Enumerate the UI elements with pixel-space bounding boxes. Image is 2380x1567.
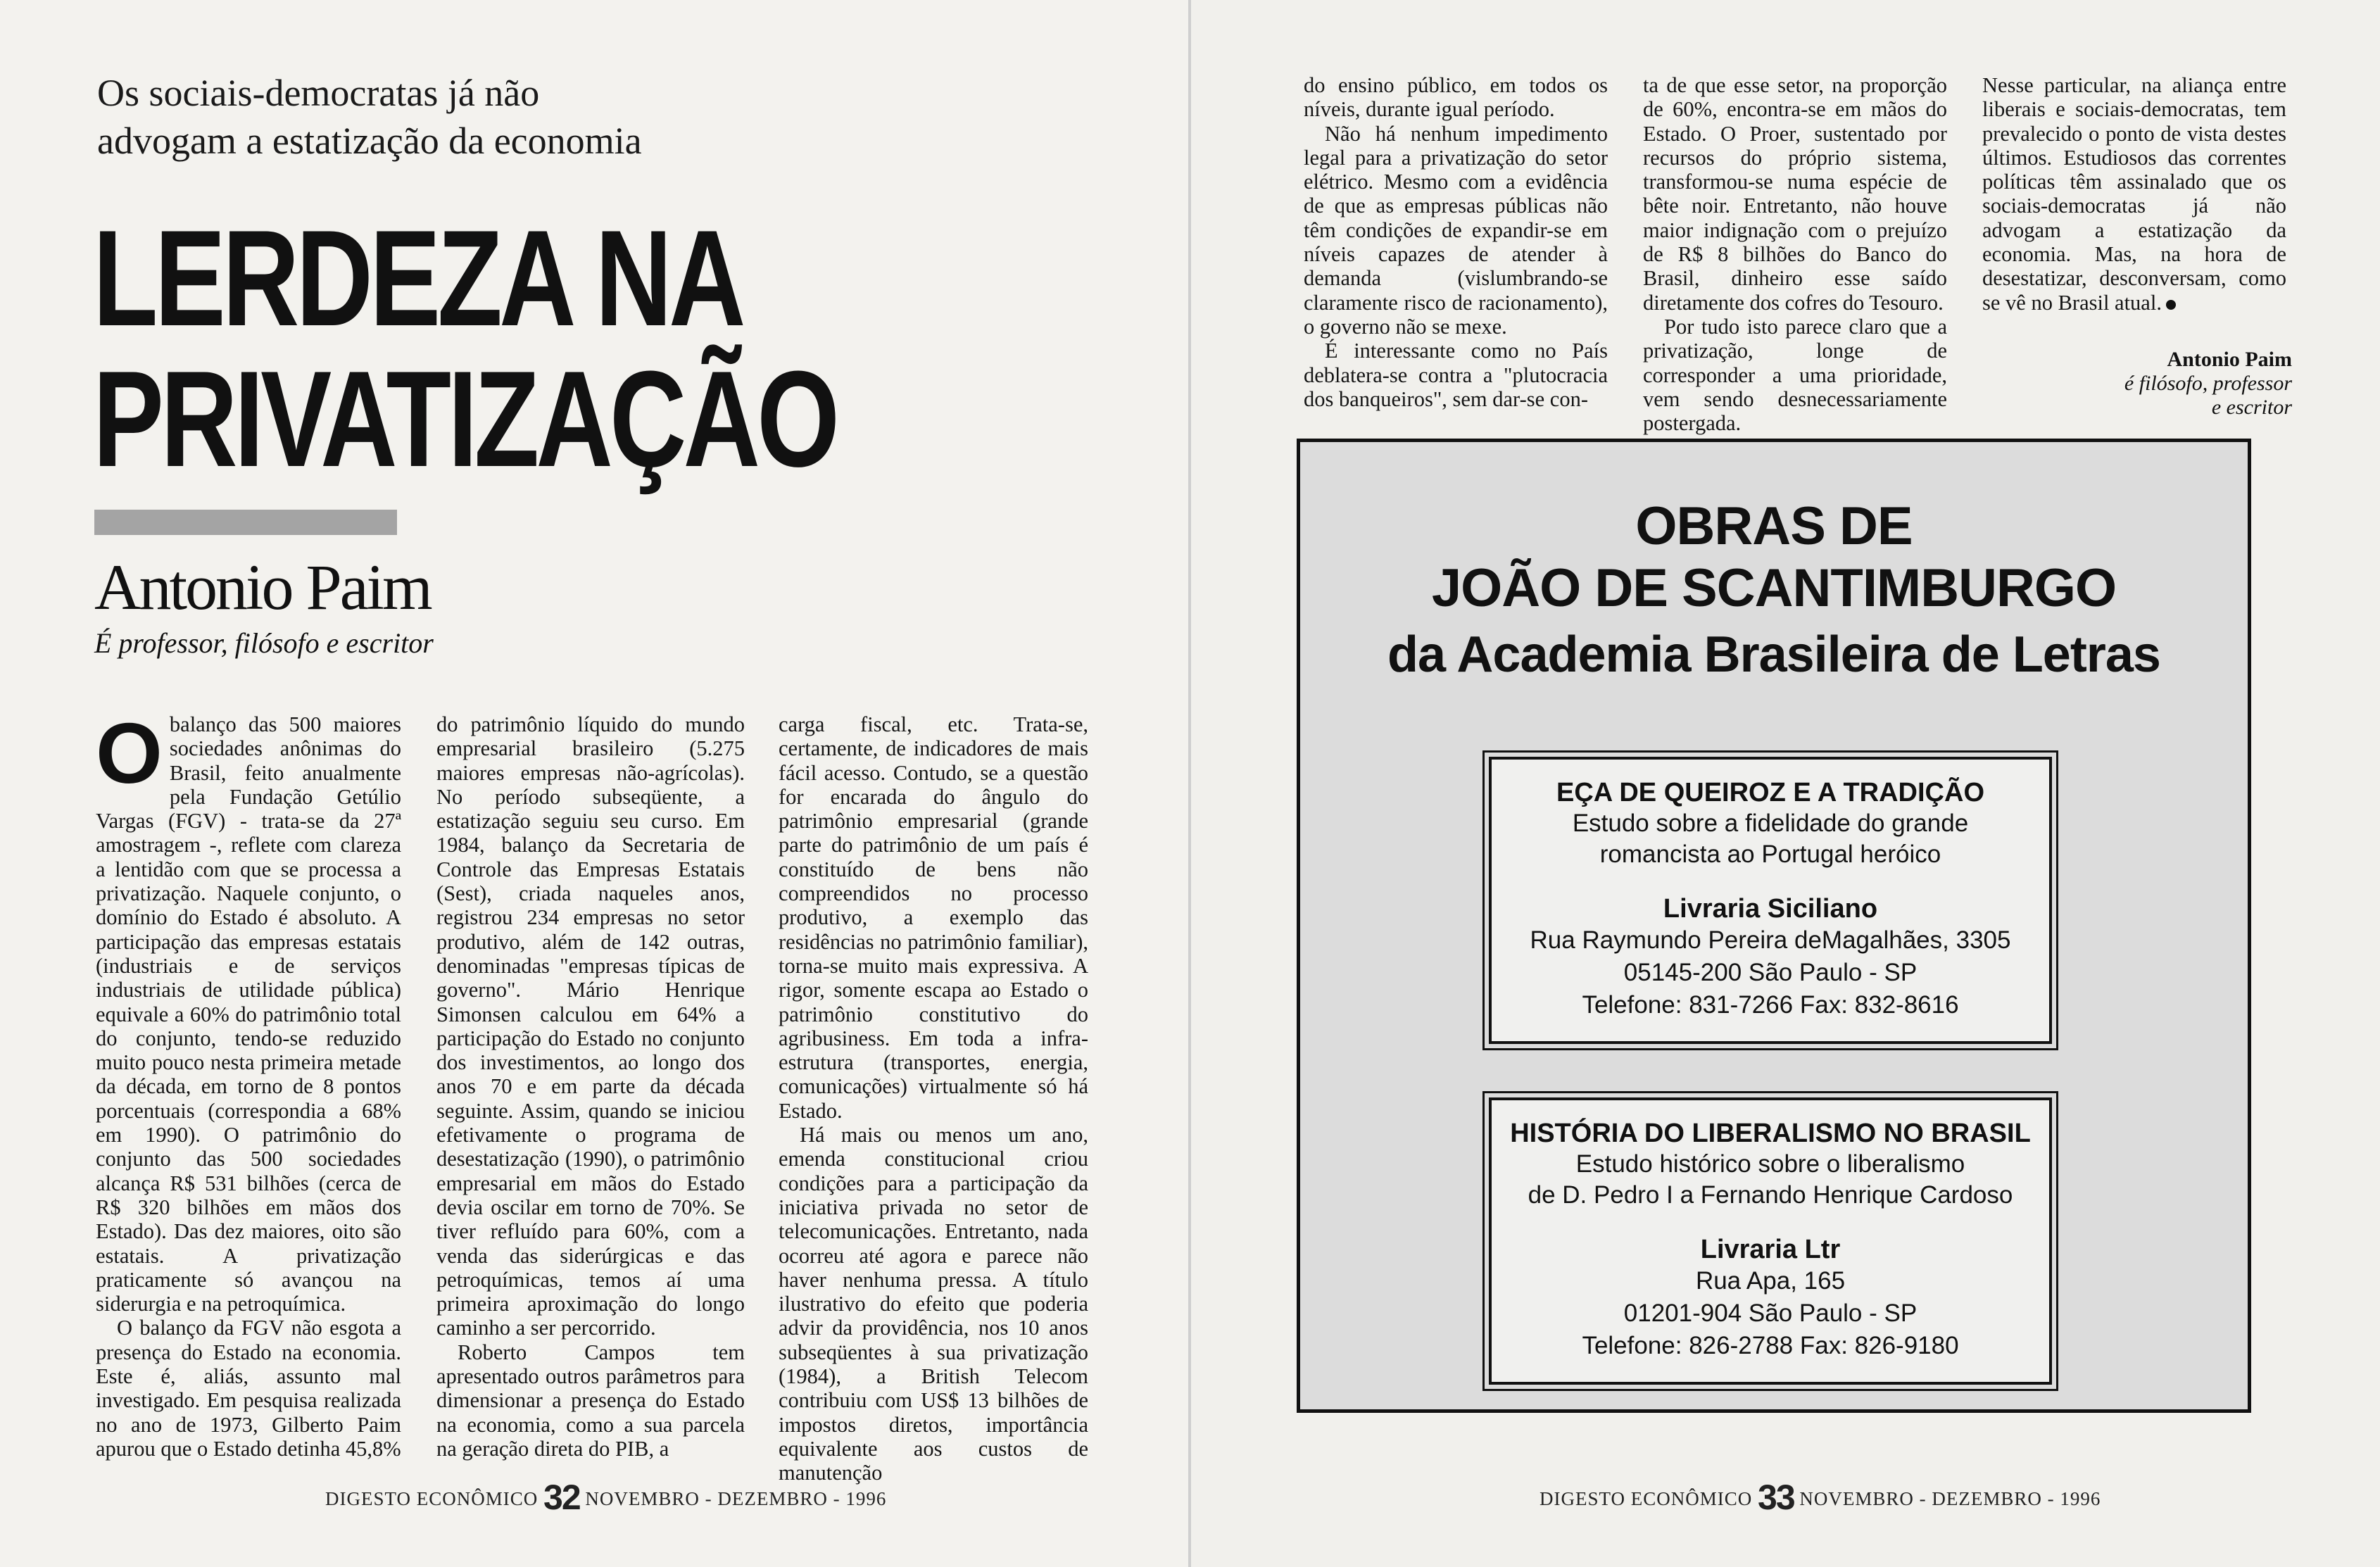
store-phone: Telefone: 826-2788 Fax: 826-9180 [1582, 1332, 1959, 1359]
book-desc-1: Estudo histórico sobre o liberalismo [1575, 1150, 1965, 1178]
right-page [1191, 0, 2380, 1567]
deck-line-2: advogam a estatização da economia [97, 120, 642, 162]
paragraph: Não há nenhum impedimento legal para a privatização do setor elétrico. Mesmo com a evidência de que as empresas públicas não têm condições de expandir-se em níveis capazes de atender à demanda (vislumbrando-se claramente risco de racionamento), o governo não se mexe. [1304, 121, 1608, 339]
paragraph: balanço das 500 maiores sociedades anônimas do Brasil, feito anualmente pela Fundação Getúlio Vargas (FGV) - trata-se da 27ª amostragem -, reflete com clareza a lentidão com que se processa a privatização. Naquele conjunto, o domínio do Estado é absoluto. A participação das empresas estatais (industriais e de serviços industriais de utilidade pública) equivale a 60% do patrimônio total do conjunto, tendo-se reduzido muito pouco nesta primeira metade da década, em torno de 8 pontos porcentuais (correspondia a 68% em 1990). O patrimônio do conjunto das 500 sociedades alcança R$ 531 bilhões (cerca de R$ 320 bilhões em mãos dos Estado). Das dez maiores, oito são estatais. A privatização praticamente só avançou na siderurgia e na petroquímica. [96, 712, 401, 1316]
author-name: Antonio Paim [94, 551, 431, 623]
headline-line-2: PRIVATIZAÇÃO [93, 343, 837, 496]
book-title: EÇA DE QUEIROZ E A TRADIÇÃO [1556, 778, 1985, 807]
paragraph: ta de que esse setor, na proporção de 60%, encontra-se em mãos do Estado. O Proer, sustentado por recursos do próprio sistema, transformou-se numa espécie de bête noir. Entretanto, não houve maior indignação com o prejuízo de R$ 8 bilhões do Banco do Brasil, dinheiro esse saído diretamente dos cofres do Tesouro. [1643, 73, 1947, 315]
book-card-2 [1489, 1097, 2052, 1385]
store-postcode: 01201-904 São Paulo - SP [1623, 1299, 1918, 1327]
drop-cap: O [96, 705, 163, 801]
article-deck [97, 69, 801, 165]
store-postcode: 05145-200 São Paulo - SP [1623, 959, 1918, 986]
ad-title-line-3: da Academia Brasileira de Letras [1387, 627, 2160, 683]
book-advertisement [1297, 439, 2251, 1413]
left-column-2 [436, 712, 745, 1461]
issue-date: NOVEMBRO - DEZEMBRO - 1996 [585, 1488, 887, 1509]
paragraph: O balanço da FGV não esgota a presença do Estado na economia. Este é, aliás, assunto mal investigado. Em pesquisa realizada no ano de 1973, Gilberto Paim apurou que o Estado detinha 45,8% [96, 1316, 401, 1461]
paragraph: Por tudo isto parece claro que a privatização, longe de corresponder a uma prioridade, vem sendo desnecessariamente postergada. [1643, 314, 1947, 436]
store-name: Livraria Siciliano [1663, 894, 1878, 924]
left-column-3 [779, 712, 1088, 1485]
author-description: É professor, filósofo e escritor [94, 627, 434, 659]
right-column-1 [1304, 73, 1608, 411]
ad-title-line-1: OBRAS DE [1635, 496, 1913, 556]
signature [2001, 348, 2292, 420]
book-title: HISTÓRIA DO LIBERALISMO NO BRASIL [1510, 1119, 2031, 1148]
book-desc-2: de D. Pedro I a Fernando Henrique Cardoso [1528, 1181, 2013, 1209]
end-mark [2166, 300, 2176, 310]
paragraph: Há mais ou menos um ano, emenda constitucional criou condições para a participação da iniciativa privada no setor de telecomunicações. Entretanto, nada ocorreu até agora e parece não haver nenhuma pressa. A título ilustrativo do efeito que poderia advir da providência, nos 10 anos subseqüentes à sua privatização (1984), a British Telecom contribuiu com US$ 13 bilhões de impostos diretos, importância equivalente aos custos de manutenção [779, 1123, 1088, 1485]
paragraph-text: Nesse particular, na aliança entre liberais e sociais-democratas, tem prevalecido o ponto de vista destes últimos. Estudiosos das correntes políticas têm assinalado que os sociais-democratas já não advogam a estatização da economia. Mas, na hora de desestatizar, desconversam, como se vê no Brasil atual. [1982, 73, 2286, 315]
left-column-1 [96, 705, 401, 1461]
book-card-1 [1489, 757, 2052, 1044]
paragraph [1982, 73, 2286, 315]
page-number: 33 [1758, 1478, 1794, 1517]
paragraph: carga fiscal, etc. Trata-se, certamente, de indicadores de mais fácil acesso. Contudo, se a questão for encarada do ângulo do patrimônio empresarial (grande parte do patrimônio de um país é constituído de bens não compreendidos no processo produtivo, a exemplo das residências no patrimônio familiar), torna-se muito mais expressiva. A rigor, somente escapa ao Estado o patrimônio constitutivo do agribusiness. Em toda a infra-estrutura (transportes, energia, comunicações) virtualmente só há Estado. [779, 712, 1088, 1123]
page-footer [325, 1477, 886, 1518]
store-name: Livraria Ltr [1700, 1235, 1841, 1264]
magazine-name: DIGESTO ECONÔMICO [1540, 1488, 1753, 1509]
article-headline [93, 202, 837, 496]
store-address: Rua Apa, 165 [1695, 1267, 1846, 1295]
left-page [0, 0, 1188, 1567]
signature-desc-2: e escritor [2211, 396, 2292, 419]
deck-line-1: Os sociais-democratas já não [97, 72, 540, 114]
right-column-2 [1643, 73, 1947, 435]
issue-date: NOVEMBRO - DEZEMBRO - 1996 [1799, 1488, 2101, 1509]
headline-line-1: LERDEZA NA [93, 202, 743, 355]
store-phone: Telefone: 831-7266 Fax: 832-8616 [1582, 991, 1959, 1019]
decorative-bar [94, 510, 397, 535]
book-desc-2: romancista ao Portugal heróico [1599, 841, 1941, 868]
page-number: 32 [543, 1478, 580, 1517]
paragraph: É interessante como no País deblatera-se contra a "plutocracia dos banqueiros", sem dar-se con- [1304, 339, 1608, 411]
signature-desc-1: é filósofo, professor [2124, 372, 2292, 395]
page-footer [1540, 1477, 2101, 1518]
store-address: Rua Raymundo Pereira deMagalhães, 3305 [1530, 926, 2011, 954]
paragraph: Roberto Campos tem apresentado outros parâmetros para dimensionar a presença do Estado na economia, como a sua parcela na geração direta do PIB, a [436, 1340, 745, 1461]
paragraph: do ensino público, em todos os níveis, durante igual período. [1304, 73, 1608, 122]
book-desc-1: Estudo sobre a fidelidade do grande [1572, 810, 1969, 837]
right-column-3 [1982, 73, 2286, 315]
paragraph: do patrimônio líquido do mundo empresarial brasileiro (5.275 maiores empresas não-agrícolas). No período subseqüente, a estatização seguiu seu curso. Em 1984, balanço da Secretaria de Controle das Empresas Estatais (Sest), criada naqueles anos, registrou 234 empresas no setor produtivo, além de 142 outras, denominadas "empresas típicas de governo". Mário Henrique Simonsen calculou em 64% a participação do Estado no conjunto dos investimentos, ao longo dos anos 70 e em parte da década seguinte. Assim, quando se iniciou efetivamente o programa de desestatização (1990), o patrimônio empresarial em mãos do Estado devia oscilar em torno de 70%. Se tiver refluído para 60%, com a venda das siderúrgicas e das petroquímicas, temos aí uma primeira aproximação do longo caminho a ser percorrido. [436, 712, 745, 1340]
ad-title-line-2: JOÃO DE SCANTIMBURGO [1431, 558, 2117, 618]
signature-name: Antonio Paim [2167, 348, 2292, 371]
magazine-name: DIGESTO ECONÔMICO [325, 1488, 539, 1509]
